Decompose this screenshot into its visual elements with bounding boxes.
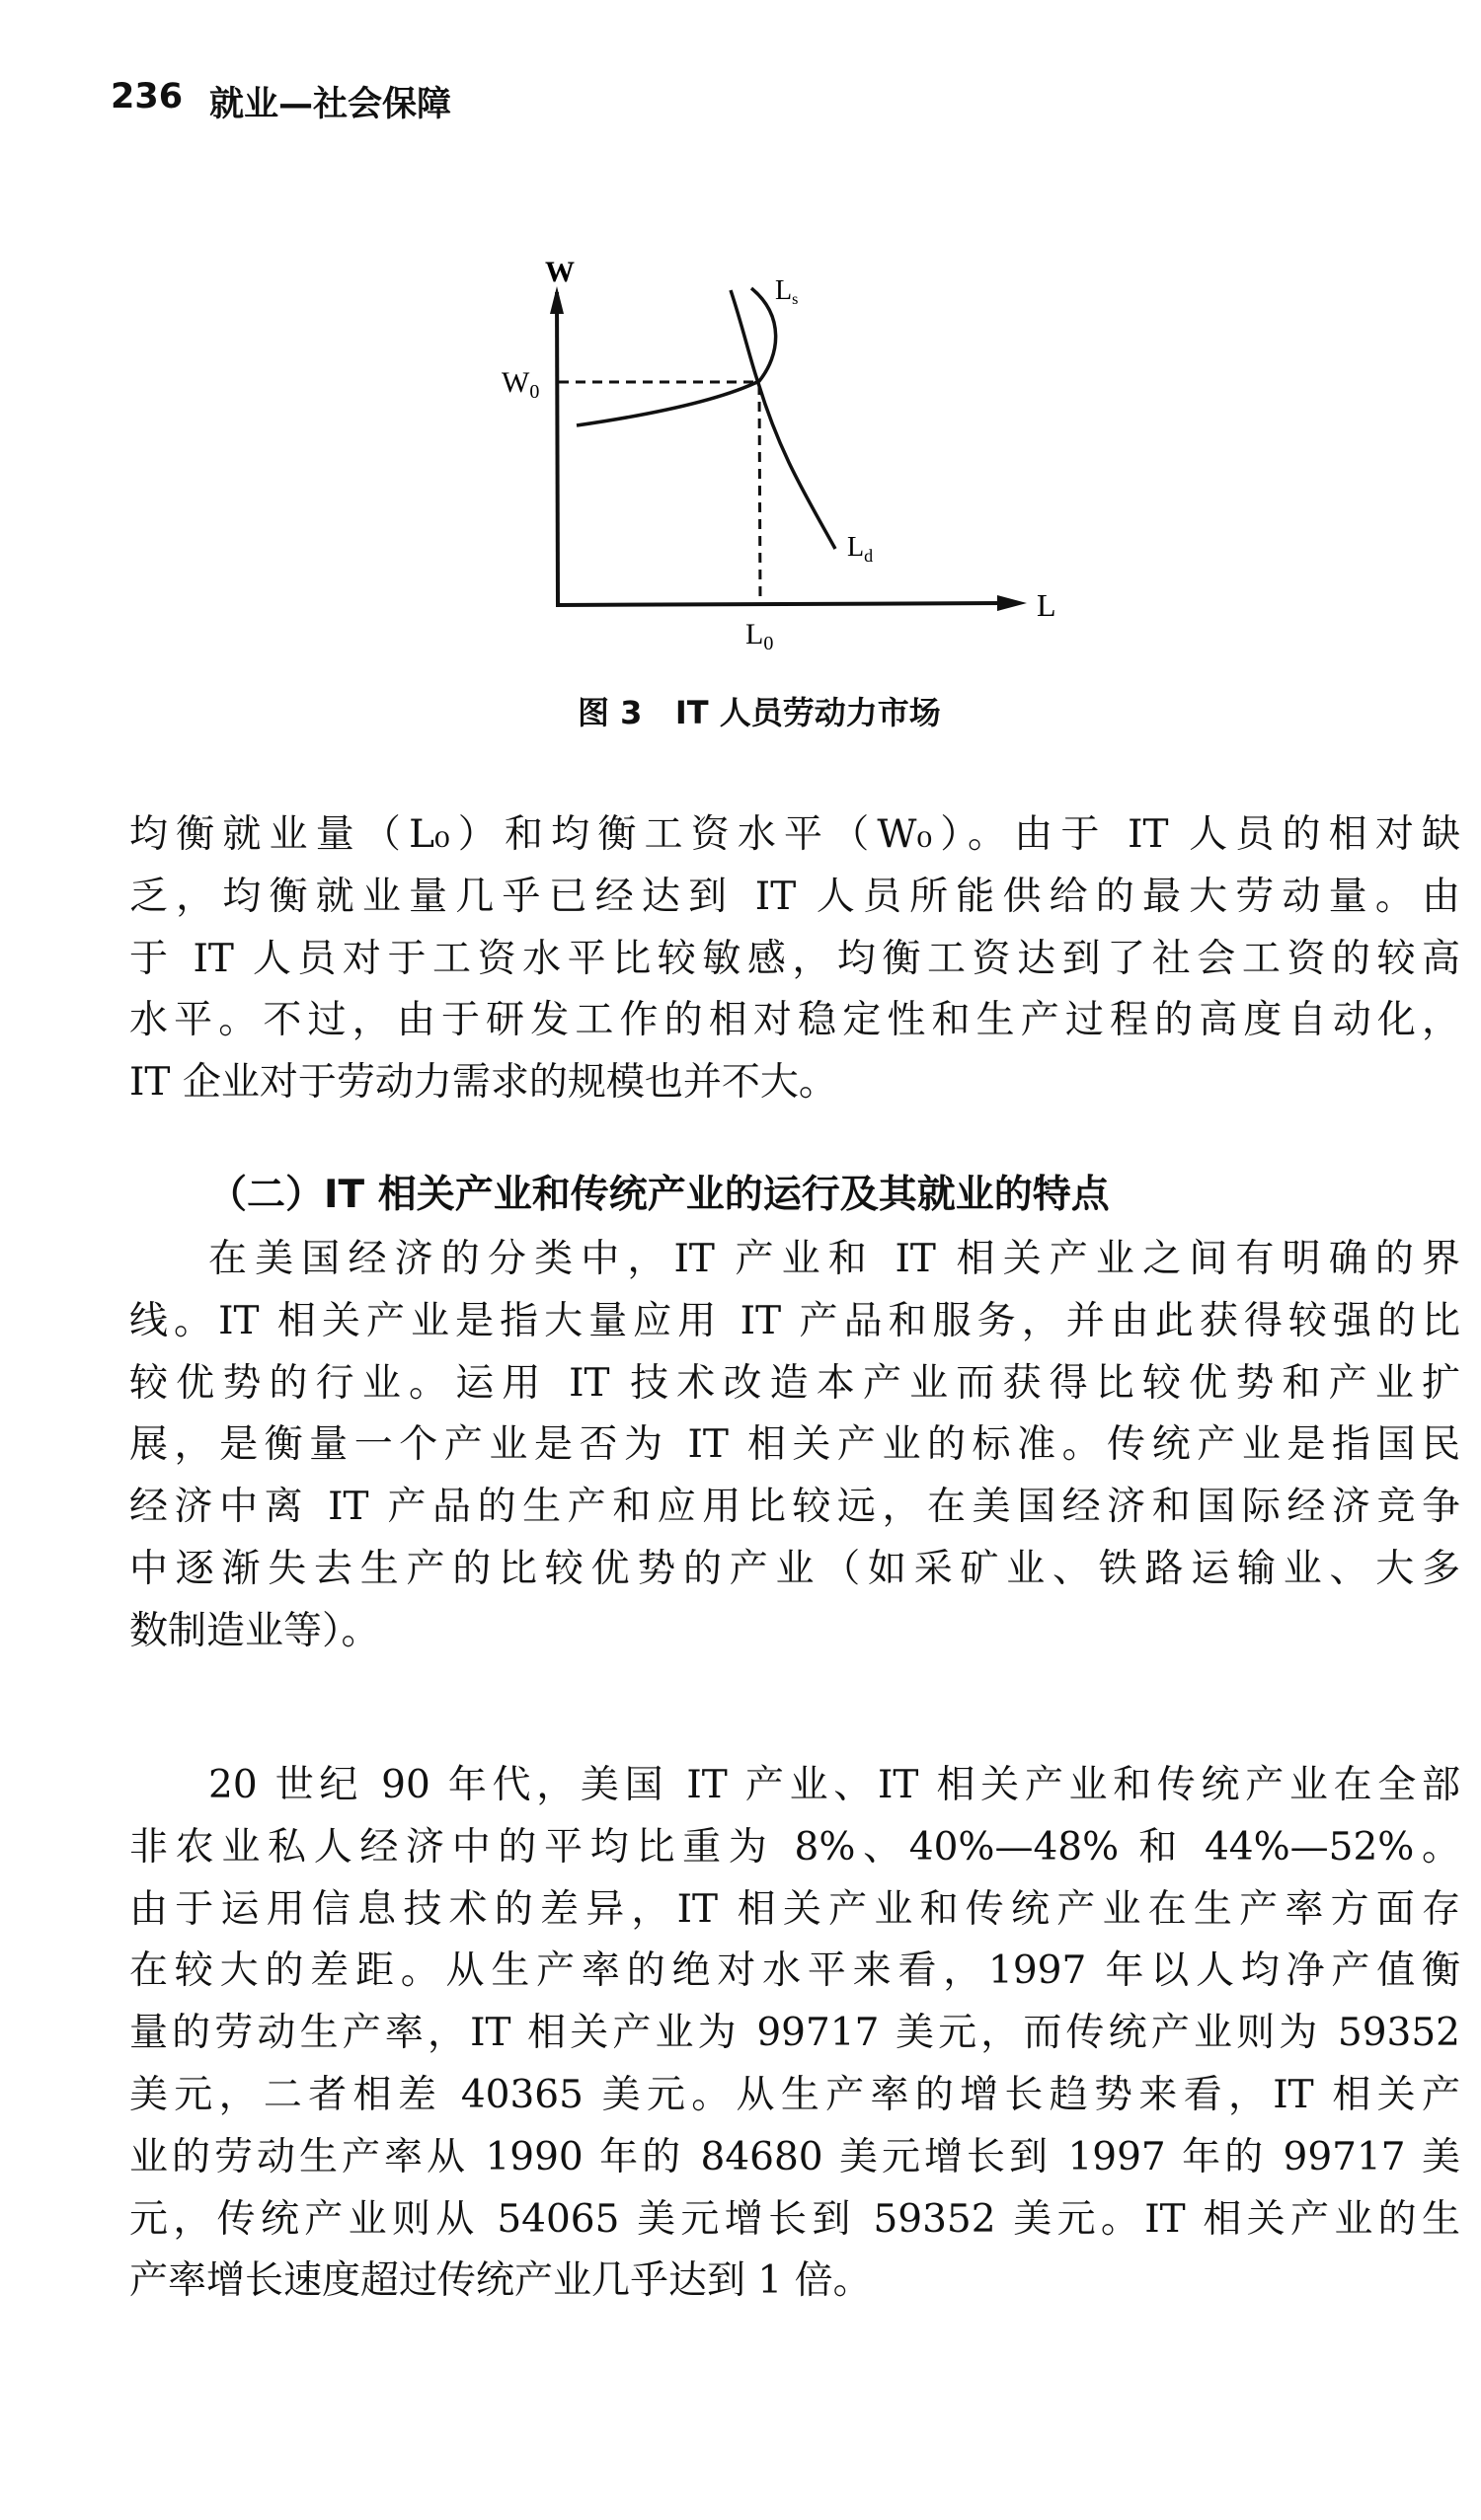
page-number: 236 [111,77,184,116]
x-axis [556,603,1007,605]
text-line: 产率增长速度超过传统产业几乎达到 1 倍。 [129,2258,872,2304]
section-heading [129,1165,1460,1227]
text-line: 经济中离 IT 产品的生产和应用比较远，在美国经济和国际经济竞争 [129,1485,1460,1530]
text-line: 非农业私人经济中的平均比重为 8%、40%—48% 和 44%—52%。 [129,1824,1460,1870]
paragraph-1 [129,804,1460,1114]
text-line: （二）IT 相关产业和传统产业的运行及其就业的特点 [208,1173,1110,1217]
ld-label: $L_d$ [847,532,874,566]
x-axis-label: L [1037,587,1056,623]
x-axis-arrow [997,595,1027,611]
running-header-title: 就业—社会保障 [209,85,452,124]
paragraph-2 [129,1229,1460,1663]
text-line: 展，是衡量一个产业是否为 IT 相关产业的标准。传统产业是指国民 [129,1422,1460,1468]
text-line: 乏，均衡就业量几乎已经达到 IT 人员所能供给的最大劳动量。由 [129,874,1460,919]
text-line: 较优势的行业。运用 IT 技术改造本产业而获得比较优势和产业扩 [129,1360,1460,1406]
l0-dashed-line [759,385,760,603]
y-axis-arrow [550,286,564,314]
text-line: 美元，二者相差 40365 美元。从生产率的增长趋势来看，IT 相关产 [129,2072,1460,2117]
w0-label: $W_0$ [502,366,540,403]
supply-curve-ls [577,288,776,425]
text-line: 业的劳动生产率从 1990 年的 84680 美元增长到 1997 年的 99717 美 [129,2134,1460,2179]
paragraph-3 [129,1755,1460,2313]
text-line: 量的劳动生产率，IT 相关产业为 99717 美元，而传统产业则为 59352 [129,2011,1460,2056]
text-line: 元，传统产业则从 54065 美元增长到 59352 美元。IT 相关产业的生 [129,2196,1460,2242]
l0-label: $L_0$ [745,618,774,654]
text-line: 20 世纪 90 年代，美国 IT 产业、IT 相关产业和传统产业在全部 [208,1763,1460,1807]
labor-market-diagram [0,0,1481,691]
demand-curve-ld [731,290,835,549]
text-line: 中逐渐失去生产的比较优势的产业（如采矿业、铁路运输业、大多 [129,1546,1460,1591]
text-line: 均衡就业量（L₀）和均衡工资水平（W₀）。由于 IT 人员的相对缺 [129,812,1460,857]
text-line: 由于运用信息技术的差异，IT 相关产业和传统产业在生产率方面存 [129,1886,1460,1932]
text-line: 线。IT 相关产业是指大量应用 IT 产品和服务，并由此获得较强的比 [129,1298,1460,1343]
text-line: 数制造业等）。 [129,1608,380,1653]
text-line: 水平。不过，由于研发工作的相对稳定性和生产过程的高度自动化， [129,998,1460,1043]
text-line: 于 IT 人员对于工资水平比较敏感，均衡工资达到了社会工资的较高 [129,936,1460,981]
text-line: IT 企业对于劳动力需求的规模也并不大。 [129,1060,837,1106]
text-line: 在较大的差距。从生产率的绝对水平来看，1997 年以人均净产值衡 [129,1948,1460,1994]
ls-label: Ls [775,275,799,308]
y-axis [557,292,558,605]
y-axis-label: W [545,256,575,288]
figure-caption: 图 3 IT 人员劳动力市场 [578,694,941,731]
text-line: 在美国经济的分类中，IT 产业和 IT 相关产业之间有明确的界 [208,1237,1460,1281]
